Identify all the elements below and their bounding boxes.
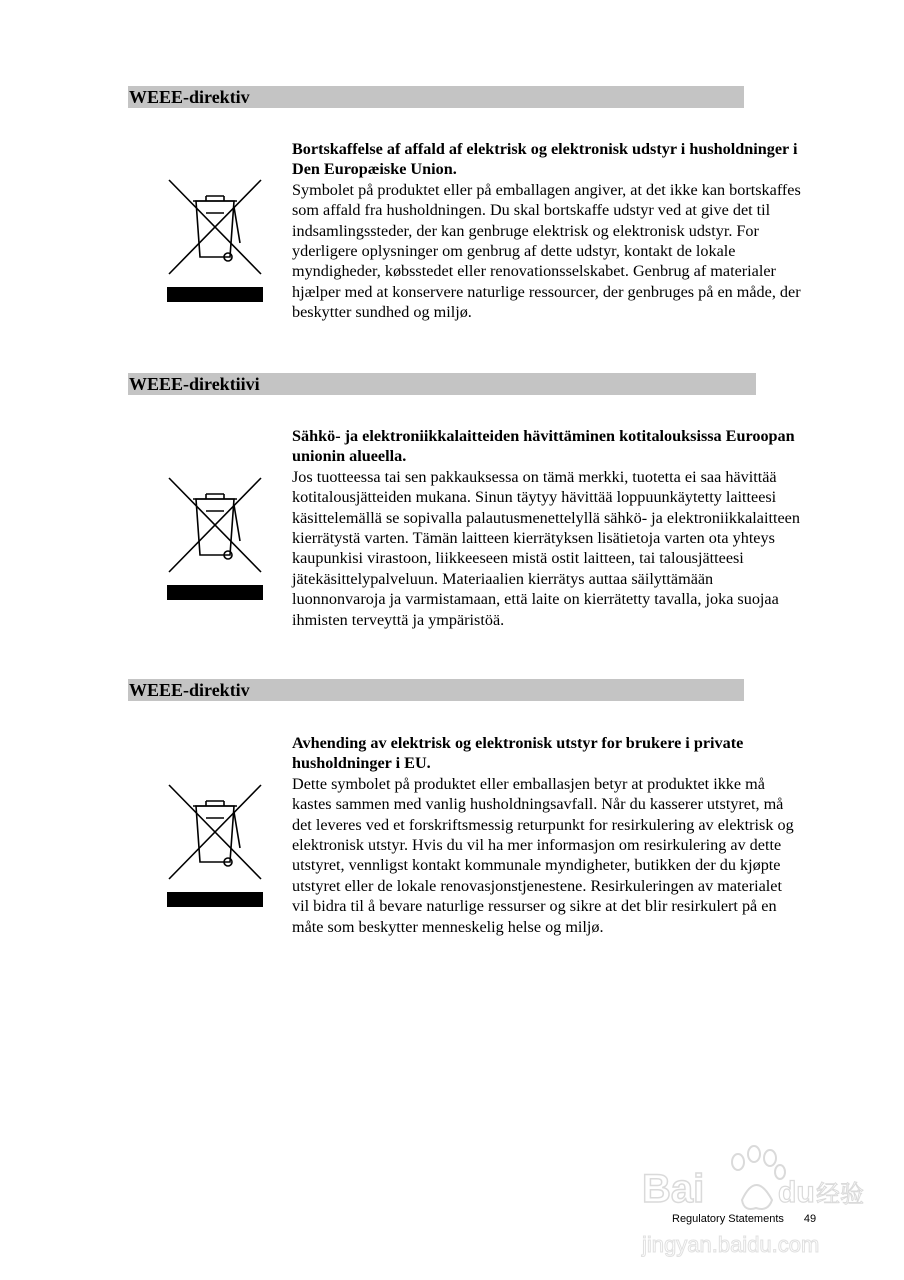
section-text-finnish [292, 426, 802, 630]
section-header-finnish: WEEE-direktiivi [128, 373, 756, 395]
baidu-watermark [638, 1140, 864, 1270]
watermark-brand: Bai [642, 1167, 705, 1211]
crossed-out-wheelie-bin-icon [166, 782, 264, 908]
section-header-danish: WEEE-direktiv [128, 86, 744, 108]
section-text-norwegian [292, 733, 802, 937]
page-footer [672, 1213, 816, 1225]
section-subtitle: Avhending av elektrisk og elektronisk utstyr for brukere i private husholdninger i EU. [292, 734, 744, 773]
section-header-norwegian: WEEE-direktiv [128, 679, 744, 701]
crossed-out-wheelie-bin-icon [166, 177, 264, 303]
watermark-url: jingyan.baidu.com [642, 1232, 820, 1257]
page-number: 49 [803, 1213, 817, 1225]
section-text-danish [292, 139, 802, 323]
crossed-out-wheelie-bin-icon [166, 475, 264, 601]
section-body: Symbolet på produktet eller på emballagen angiver, at det ikke kan bortskaffes som affald fra husholdningen. Du skal bortskaffe udstyr ved at give det til indsamlingssteder, der kan genbruge elektrisk og elektronisk udstyr. For yderligere oplysninger om genbrug af dette udstyr, kontakt de lokale myndigheder, købsstedet eller renovationsselskabet. Genbrug af materialer hjælper med at konservere naturlige ressourcer, der genbruges på en måde, der beskytter sundhed og miljø. [292, 180, 801, 322]
svg-text:du: du [778, 1176, 815, 1209]
section-subtitle: Sähkö- ja elektroniikkalaitteiden hävittäminen kotitalouksissa Euroopan unionin alueella. [292, 427, 795, 466]
section-subtitle: Bortskaffelse af affald af elektrisk og elektronisk udstyr i husholdninger i Den Europæiske Union. [292, 140, 798, 179]
section-body: Dette symbolet på produktet eller emballasjen betyr at produktet ikke må kastes sammen med vanlig husholdningsavfall. Når du kasserer utstyret, må det leveres ved et forskriftsmessig returpunkt for resirkulering av elektrisk og elektronisk utstyr. Hvis du vil ha mer informasjon om resirkulering av dette utstyret, vennligst kontakt kommunale myndigheter, butikken der du kjøpte utstyret eller de lokale renovasjonstjenestene. Resirkuleringen av materialet vil bidra til å bevare naturlige ressurser og sikre at det blir resirkulert på en måte som beskytter menneskelig helse og miljø. [292, 774, 794, 936]
watermark-cn: 经验 [816, 1180, 864, 1208]
footer-label: Regulatory Statements [672, 1213, 784, 1225]
section-body: Jos tuotteessa tai sen pakkauksessa on tämä merkki, tuotetta ei saa hävittää kotitalousjätteiden mukana. Sinun täytyy hävittää loppuunkäytetty laitteesi käsittelemällä se sopivalla palautusmenettelyllä sähkö- ja elektroniikkalaitteen kierrätystä varten. Tämän laitteen kierrätyksen lisätietoja varten ota yhteys kaupunkisi virastoon, liikkeeseen mistä ostit laitteen, tai talousjätteesi jätekäsittelypalveluun. Materiaalien kierrätys auttaa säilyttämään luonnonvaroja ja varmistamaan, että laite on kierrätetty tavalla, joka suojaa ihmisten terveyttä ja ympäristöä. [292, 467, 800, 629]
